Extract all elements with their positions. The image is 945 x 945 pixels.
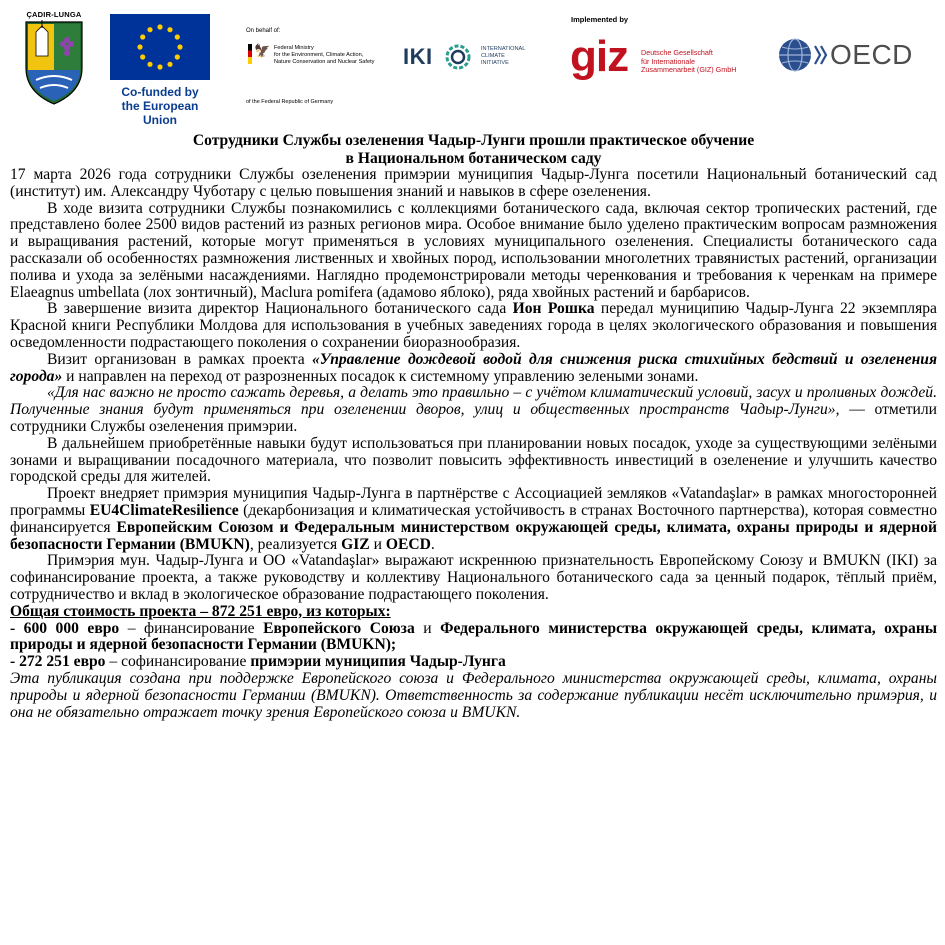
cost1-text-a: – финансирование (119, 619, 264, 637)
cost1-eu: Европейского Союза (263, 619, 415, 637)
cost-line-2 (10, 654, 937, 671)
iki-line3: INITIATIVE (481, 60, 509, 66)
giz-line1: Deutsche Gesellschaft (641, 48, 713, 57)
bmu-line1: Federal Ministry (274, 45, 314, 51)
paragraph-4 (10, 352, 937, 386)
oecd-mention: OECD (385, 535, 431, 553)
cost1-text-b: и (414, 619, 441, 637)
federal-eagle-icon: 🦅 (254, 43, 271, 58)
p3-text-a: В завершение визита директор Национального ботанического сада (47, 300, 513, 318)
paragraph-2: В ходе визита сотрудники Службы познакомились с коллекциями ботанического сада, включая сектор тропических растений, где представлено более 2500 видов растений из разных регионов мира. Особое внимание было уделено практическим вопросам размножения и выращивания растений, которые могут применяться в условиях муниципального озеленения. Специалисты ботанического сада рассказали об особенностях размножения лиственных и хвойных пород, использовании многолетних травянистых растений, организации полива и ухода за зелёными насаждениями. Наглядно продемонстрировали методы черенкования и требования к черенкам на примере Elaeagnus umbellata (лох зонтичный), Maclura pomifera (адамово яблоко), ряда хвойных растений и барбарисов. (10, 199, 937, 301)
cost2-amount: - 272 251 евро (10, 653, 106, 671)
staff-quote: «Для нас важно не просто сажать деревья, а делать это правильно – с учётом климатический условий, засух и проливных дождей. Полученные знания будут применяться при озеленении дворов, улиц и общественных пространств Чадыр-Лунги», (10, 384, 937, 419)
p4-text-b: и направлен на переход от разрозненных посадок к системному управлению зелеными зонами. (62, 367, 699, 385)
cost-line-1 (10, 621, 937, 655)
cost2-text-a: – софинансирование (105, 653, 251, 671)
bmu-line2: for the Environment, Climate Action, (274, 52, 364, 58)
eu-cofunded-text (104, 85, 216, 127)
p7-g: и (369, 535, 386, 553)
eu-line2: the European Union (121, 99, 199, 127)
funders: Европейским Союзом и Федеральным министерством окружающей среды, климата, охраны природы и ядерной безопасности Германии (BMUKN) (10, 518, 937, 553)
giz-line3: Zusammenarbeit (GIZ) GmbH (641, 65, 737, 75)
oecd-wordmark: OECD (830, 39, 913, 70)
cost1-bmukn: Федерального министерства окружающей среды, климата, охраны природы и ядерной безопасности Германии (BMUKN); (10, 619, 937, 654)
giz-logo (568, 15, 748, 85)
article-title (10, 132, 937, 167)
bmu-logo (246, 28, 386, 108)
giz-mention: GIZ (341, 535, 370, 553)
title-line2: в Национальном ботаническом саду (345, 149, 602, 167)
paragraph-1: 17 марта 2026 года сотрудники Службы озеленения примэрии муниципия Чадыр-Лунга посетили Национальный ботанический сад (институт) им. Александру Чуботару с целью повышения знаний и навыков в сфере озеленения. (10, 166, 937, 200)
p5-text-b: — отметили сотрудники Службы озеленения примэрии. (10, 401, 938, 435)
title-line1: Сотрудники Службы озеленения Чадыр-Лунги прошли практическое обучение (192, 132, 755, 149)
p7-i: . (430, 535, 435, 553)
p7-e: , реализуется (249, 535, 342, 553)
paragraph-5-quote (10, 385, 937, 435)
p4-text-a: Визит организован в рамках проекта (47, 350, 312, 368)
implemented-by-label: Implemented by (571, 15, 629, 24)
director-name: Ион Рошка (512, 300, 595, 318)
paragraph-6: В дальнейшем приобретённые навыки будут использоваться при планировании новых посадок, уходе за существующими зелёными зонами и выращивании посадочного материала, что позволит повысить эффективность инвестиций в озеленение и улучшить качество городской среды для жителей. (10, 434, 937, 486)
iki-letters: IKI (403, 44, 433, 69)
eu-line1: Co-funded by (121, 85, 199, 99)
cadir-lunga-coat-of-arms (22, 10, 86, 106)
oecd-globe-icon (778, 38, 812, 72)
bmu-frg-label: of the Federal Republic of Germany (246, 99, 334, 105)
oecd-logo (778, 38, 926, 76)
giz-full-name (641, 49, 736, 75)
paragraph-3 (10, 301, 937, 351)
iki-text (481, 46, 525, 67)
cadir-lunga-name: ÇADIR-LUNGA (26, 10, 82, 19)
coat-of-arms-icon (22, 10, 86, 106)
iki-ring-icon (445, 44, 471, 70)
oecd-chevrons-icon (814, 44, 828, 66)
article (10, 132, 937, 721)
german-flag-icon (248, 44, 252, 64)
cost2-primaria: примэрии муниципия Чадыр-Лунга (250, 653, 506, 671)
eu-cofunded-logo (104, 14, 216, 127)
logo-header (0, 0, 945, 127)
iki-logo (401, 42, 541, 72)
p7-a: Проект внедряет примэрия муниципия Чадыр-Лунга в партнёрстве с Ассоциацией земляков «Vatandaşlar» в рамках многосторонней программы (10, 485, 937, 519)
giz-wordmark: giz (570, 32, 629, 81)
iki-line1: INTERNATIONAL (481, 46, 526, 52)
cost1-amount: - 600 000 евро (10, 619, 120, 637)
bmu-ministry-name (274, 45, 389, 66)
bmu-line3: Nature Conservation and Nuclear Safety (274, 59, 375, 65)
cost-heading: Общая стоимость проекта – 872 251 евро, из которых: (10, 602, 391, 620)
giz-line2: für Internationale (641, 56, 695, 66)
on-behalf-label: On behalf of: (246, 28, 281, 34)
program-name: EU4ClimateResilience (89, 501, 239, 519)
paragraph-8: Примэрия мун. Чадыр-Лунга и ОО «Vatandaşlar» выражают искреннюю признательность Европейскому Союзу и BMUKN (IKI) за софинансирование проекта, а также руководству и коллективу Национального ботанического сада за ценный подарок, тёплый приём, сотрудничество и вклад в экологическое образование подрастающего поколения. (10, 552, 937, 603)
project-name: «Управление дождевой водой для снижения риска стихийных бедствий и озеленения города» (10, 350, 937, 385)
p3-text-b: передал муниципию Чадыр-Лунга 22 экземпляра Красной книги Республики Молдова для использования в учебных заведениях города в целях экологического образования и повышения осведомленности подрастающего поколения о сохранении биоразнообразия. (10, 300, 937, 351)
iki-line2: CLIMATE (481, 53, 505, 59)
disclaimer: Эта публикация создана при поддержке Европейского союза и Федерального министерства окружающей среды, климата, охраны природы и ядерной безопасности Германии (BMUKN). Ответственность за содержание публикации несёт исключительно примэрия, и она не обязательно отражает точку зрения Европейского союза и BMUKN. (10, 669, 937, 721)
eu-flag-icon (110, 14, 210, 80)
p7-c: (декарбонизация и климатическая устойчивость в странах Восточного партнерства), которая совместно финансируется (10, 501, 937, 536)
paragraph-7 (10, 486, 937, 553)
